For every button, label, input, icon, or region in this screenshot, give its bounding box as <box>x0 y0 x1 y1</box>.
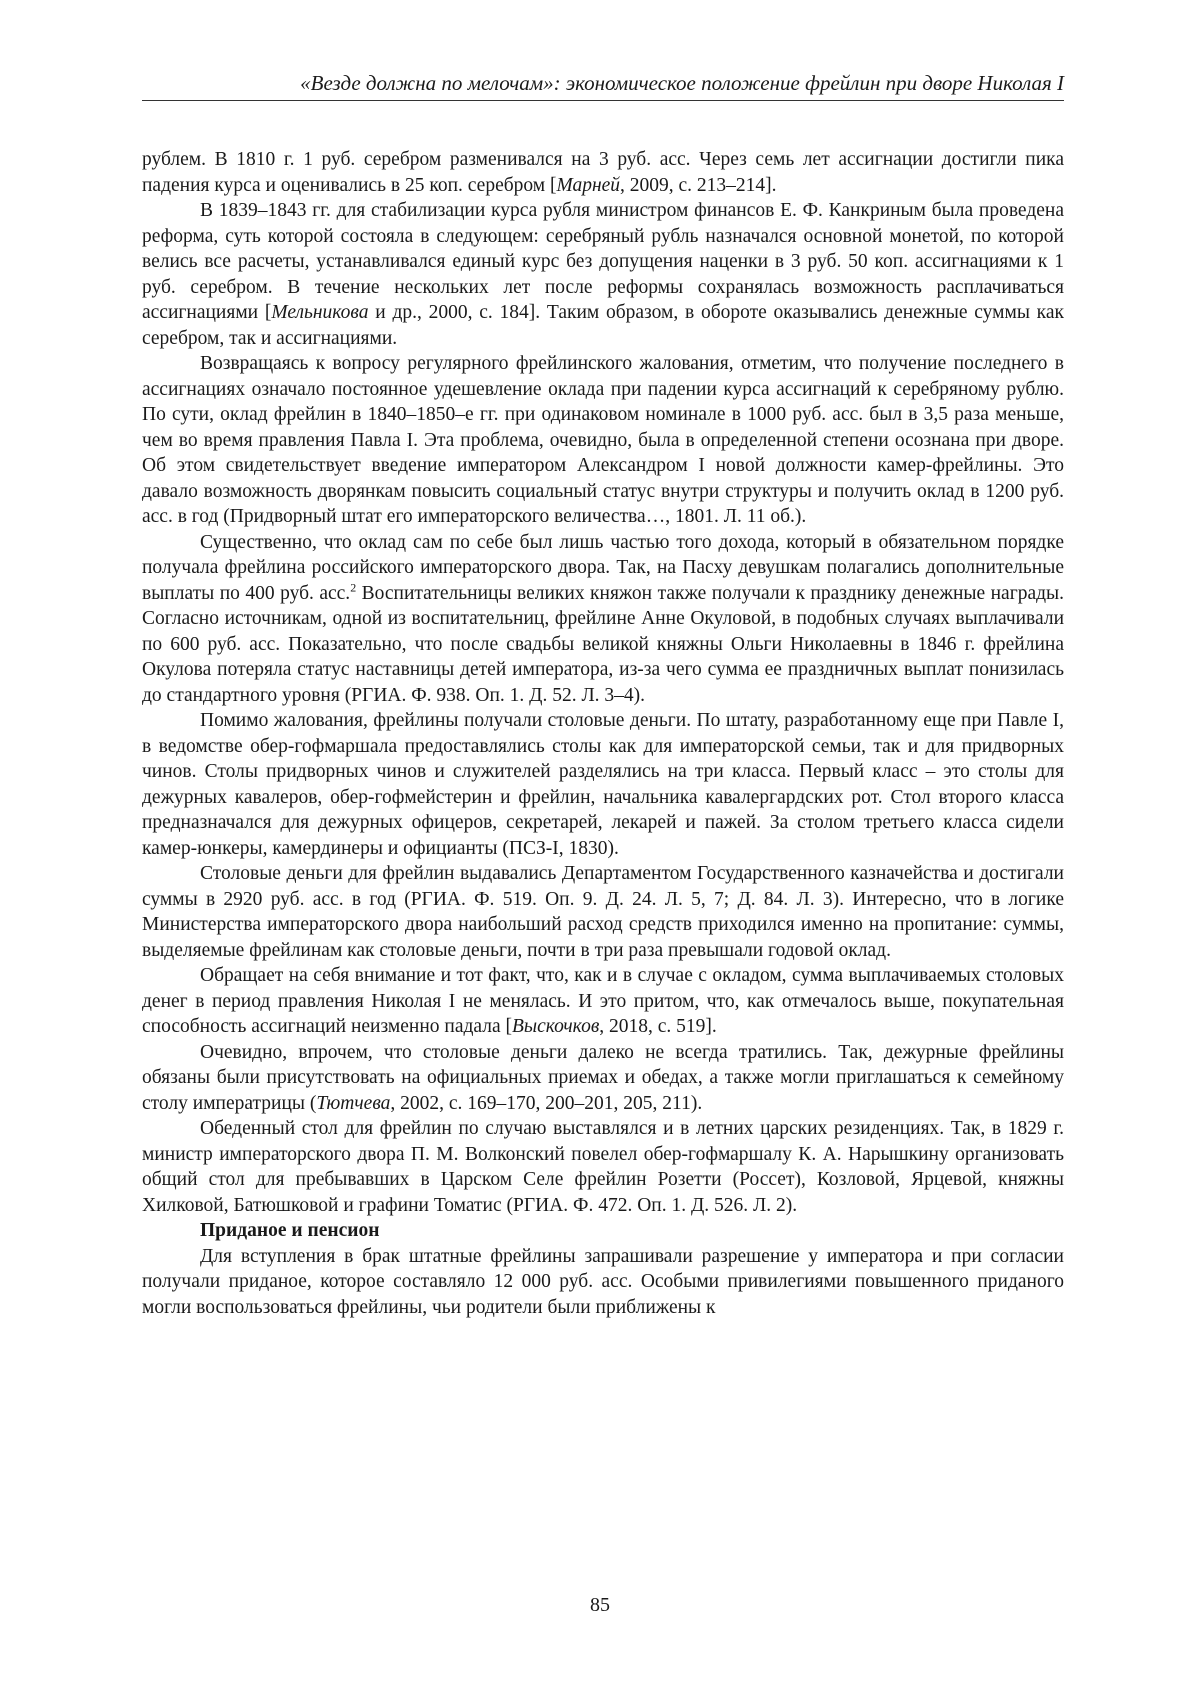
paragraph-1: рублем. В 1810 г. 1 руб. серебром разменивался на 3 руб. асс. Через семь лет ассигнации достигли пика падения курса и оценивались в 25 коп. серебром [Марней, 2009, с. 213–214]. <box>142 147 1064 198</box>
page-number: 85 <box>0 1594 1200 1617</box>
citation-author: Выскочков <box>512 1016 599 1037</box>
paragraph-4: Существенно, что оклад сам по себе был лишь частью того дохода, который в обязательном порядке получала фрейлина российского императорского двора. Так, на Пасху девушкам полагались дополнительные выплаты по 400 руб. асс.2 Воспитательницы великих княжон также получали к празднику денежные награды. Согласно источникам, одной из воспитательниц, фрейлине Анне Окуловой, в подобных случаях выплачивали по 600 руб. асс. Показательно, что после свадьбы великой княжны Ольги Николаевны в 1846 г. фрейлина Окулова потеряла статус наставницы детей императора, из-за чего сумма ее праздничных выплат понизилась до стандартного уровня (РГИА. Ф. 938. Оп. 1. Д. 52. Л. 3–4). <box>142 530 1064 709</box>
citation-author: Марней <box>556 175 620 196</box>
paragraph-3: Возвращаясь к вопросу регулярного фрейлинского жалования, отметим, что получение последнего в ассигнациях означало постоянное удешевление оклада при падении курса ассигнаций к серебряному рублю. По сути, оклад фрейлин в 1840–1850–е гг. при одинаковом номинале в 1000 руб. асс. был в 3,5 раза меньше, чем во время правления Павла I. Эта проблема, очевидно, была в определенной степени осознана при дворе. Об этом свидетельствует введение императором Александром I новой должности камер-фрейлины. Это давало возможность дворянкам повысить социальный статус внутри структуры и получить оклад в 1200 руб. асс. в год (Придворный штат его императорского величества…, 1801. Л. 11 об.). <box>142 351 1064 530</box>
footnote-ref[interactable]: 2 <box>350 580 356 594</box>
paragraph-10: Для вступления в брак штатные фрейлины запрашивали разрешение у императора и при согласии получали приданое, которое составляло 12 000 руб. асс. Особыми привилегиями повышенного приданого могли воспользоваться фрейлины, чьи родители были приближены к <box>142 1244 1064 1321</box>
citation-author: Мельникова <box>271 302 368 323</box>
running-header: «Везде должна по мелочам»: экономическое положение фрейлин при дворе Николая I <box>142 68 1064 101</box>
paragraph-5: Помимо жалования, фрейлины получали столовые деньги. По штату, разработанному еще при Павле I, в ведомстве обер-гофмаршала предоставлялись столы как для императорской семьи, так и для придворных чинов. Столы придворных чинов и служителей разделялись на три класса. Первый класс – это столы для дежурных кавалеров, обер-гофмейстерин и фрейлин, начальника кавалергардских рот. Стол второго класса предназначался для дежурных офицеров, секретарей, лекарей и пажей. За столом третьего класса сидели камер-юнкеры, камердинеры и официанты (ПСЗ-I, 1830). <box>142 708 1064 861</box>
paragraph-2: В 1839–1843 гг. для стабилизации курса рубля министром финансов Е. Ф. Канкриным была проведена реформа, суть которой состояла в следующем: серебряный рубль назначался основной монетой, по которой велись все расчеты, устанавливался единый курс без допущения наценки в 3 руб. 50 коп. ассигнациями к 1 руб. серебром. В течение нескольких лет после реформы сохранялась возможность расплачиваться ассигнациями [Мельникова и др., 2000, с. 184]. Таким образом, в обороте оказывались денежные суммы как серебром, так и ассигнациями. <box>142 198 1064 351</box>
citation-author: Тютчева <box>316 1093 390 1114</box>
paragraph-9: Обеденный стол для фрейлин по случаю выставлялся и в летних царских резиденциях. Так, в 1829 г. министр императорского двора П. М. Волконский повелел обер-гофмаршалу К. А. Нарышкину организовать общий стол для пребывавших в Царском Селе фрейлин Розетти (Россет), Козловой, Ярцевой, княжны Хилковой, Батюшковой и графини Томатис (РГИА. Ф. 472. Оп. 1. Д. 526. Л. 2). <box>142 1116 1064 1218</box>
paragraph-6: Столовые деньги для фрейлин выдавались Департаментом Государственного казначейства и достигали суммы в 2920 руб. асс. в год (РГИА. Ф. 519. Оп. 9. Д. 24. Л. 5, 7; Д. 84. Л. 3). Интересно, что в логике Министерства императорского двора наибольший расход средств приходился именно на пропитание: суммы, выделяемые фрейлинам как столовые деньги, почти в три раза превышали годовой оклад. <box>142 861 1064 963</box>
paragraph-7: Обращает на себя внимание и тот факт, что, как и в случае с окладом, сумма выплачиваемых столовых денег в период правления Николая I не менялась. И это притом, что, как отмечалось выше, покупательная способность ассигнаций неизменно падала [Выскочков, 2018, с. 519]. <box>142 963 1064 1040</box>
article-body <box>142 147 1064 1320</box>
paragraph-8: Очевидно, впрочем, что столовые деньги далеко не всегда тратились. Так, дежурные фрейлины обязаны были присутствовать на официальных приемах и обедах, а также могли приглашаться к семейному столу императрицы (Тютчева, 2002, с. 169–170, 200–201, 205, 211). <box>142 1040 1064 1117</box>
section-heading: Приданое и пенсион <box>142 1218 1064 1244</box>
